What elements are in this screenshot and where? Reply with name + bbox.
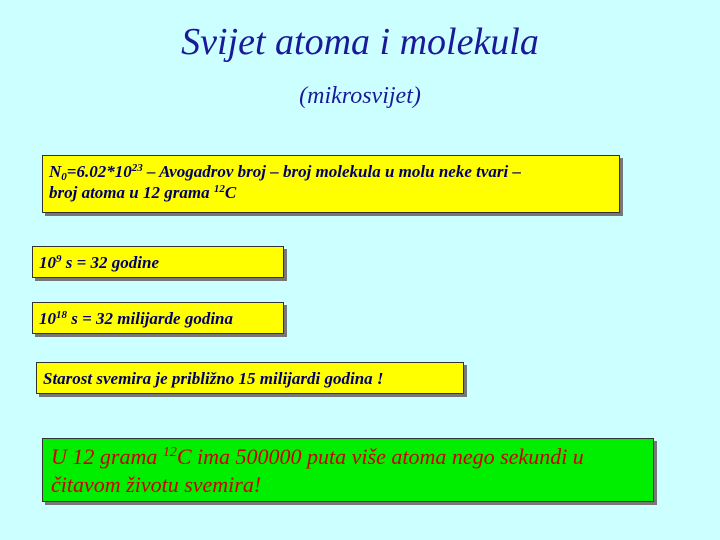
avogadro-symbol: N: [49, 162, 62, 181]
conclusion-isotope-mass: 12: [162, 445, 177, 460]
avogadro-exponent: 23: [131, 162, 143, 174]
conclusion-prefix: U 12 grama: [51, 444, 163, 469]
universe-age-text: Starost svemira je približno 15 milijardi godina !: [43, 369, 384, 388]
seconds-fact-box-2: [32, 302, 284, 334]
fact1-text: s = 32 godine: [61, 253, 160, 272]
slide-subtitle: (mikrosvijet): [299, 83, 421, 109]
conclusion-box: [42, 438, 654, 502]
fact1-exponent: 9: [56, 253, 62, 265]
carbon-symbol: C: [224, 183, 237, 202]
avogadro-number-box: [42, 155, 620, 213]
avogadro-description-line2: broj atoma u 12 grama: [49, 183, 214, 202]
fact2-text: s = 32 milijarde godina: [67, 309, 234, 328]
seconds-fact-box-1: [32, 246, 284, 278]
carbon-isotope-mass: 12: [213, 183, 225, 195]
fact2-exponent: 18: [56, 309, 67, 321]
avogadro-symbol-subscript: 0: [61, 171, 67, 183]
conclusion-text: C ima 500000 puta više atoma nego sekundi u čitavom životu svemira!: [51, 444, 584, 497]
avogadro-value: =6.02*10: [66, 162, 132, 181]
slide-title: Svijet atoma i molekula: [181, 21, 539, 63]
avogadro-description: – Avogadrov broj – broj molekula u molu neke tvari –: [142, 162, 521, 181]
fact2-base: 10: [39, 309, 56, 328]
fact1-base: 10: [39, 253, 56, 272]
universe-age-box: [36, 362, 464, 394]
